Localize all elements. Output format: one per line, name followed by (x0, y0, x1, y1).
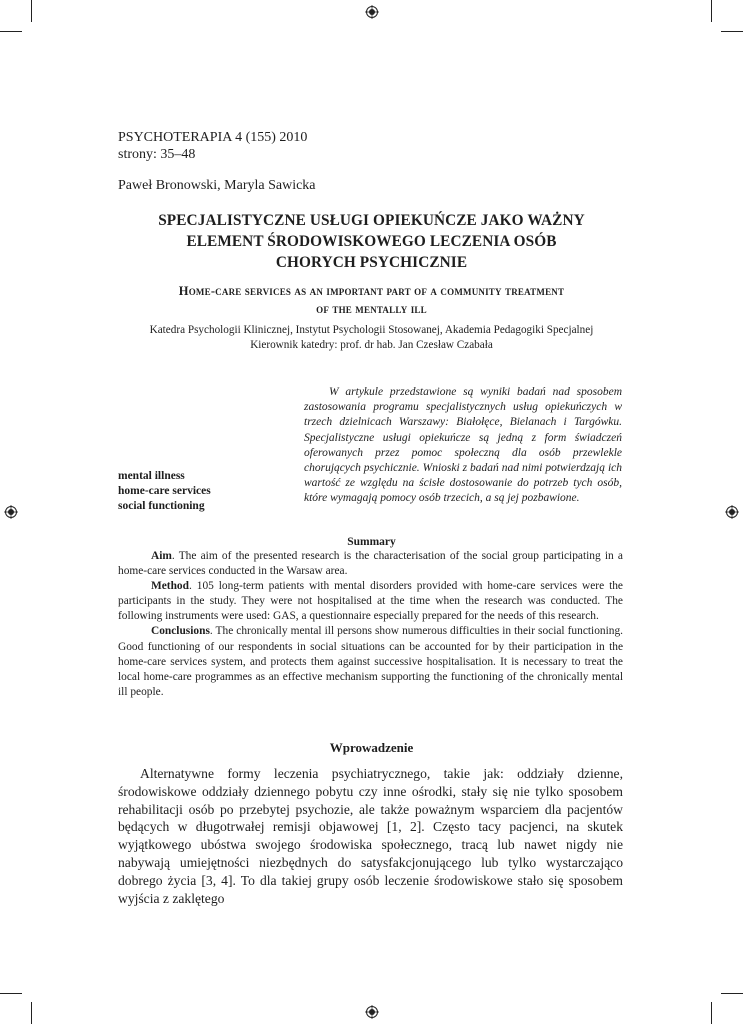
english-title-line: of the mentally ill (316, 302, 427, 316)
summary (118, 549, 623, 700)
summary-aim (118, 549, 623, 579)
keyword: home-care services (118, 485, 211, 498)
affiliation (110, 323, 633, 353)
article-title (110, 210, 633, 273)
crop-mark (721, 993, 743, 994)
crop-mark (0, 31, 22, 32)
conclusions-label: Conclusions (151, 625, 210, 638)
keyword: social functioning (118, 500, 205, 513)
registration-mark-icon (365, 1005, 379, 1019)
conclusions-text: . The chronically mental ill persons show numerous difficulties in their social functioning. Good functioning of our respondents in social situations can be accounted for by their participation in the home-care services system, and protects them against successive hospitalisation. It is necessary to treat the local home-care programmes as an effective mechanism supporting the functioning of the chronically mental ill people. (118, 625, 623, 698)
title-line: SPECJALISTYCZNE USŁUGI OPIEKUŃCZE JAKO WAŻNY (158, 212, 585, 229)
body-text (118, 765, 623, 907)
journal-name: PSYCHOTERAPIA 4 (155) 2010 (118, 130, 308, 145)
registration-mark-icon (4, 505, 18, 519)
crop-mark (711, 1002, 712, 1024)
title-line: ELEMENT ŚRODOWISKOWEGO LECZENIA OSÓB (186, 233, 557, 250)
summary-conclusions (118, 624, 623, 699)
crop-mark (31, 1002, 32, 1024)
registration-mark-icon (365, 5, 379, 19)
english-title (110, 282, 633, 318)
abstract-text: W artykule przedstawione są wyniki badań nad sposobem zastosowania programu specjalistycznych usług opiekuńczych w trzech dzielnicach Warszawy: Białołęce, Bielanach i Targówku. Specjalistyczne usługi opiekuńcze są jedną z form świadczeń oferowanych przez pomoc społeczną dla osób przewlekle chorujących psychicznie. Wnioski z badań nad nimi potwierdzają ich wartość ze względu na ścisłe dostosowanie do potrzeb tych osób, które wymagają pomocy osób trzecich, a są jej pozbawione. (304, 386, 622, 505)
affiliation-line: Katedra Psychologii Klinicznej, Instytut Psychologii Stosowanej, Akademia Pedagogiki Specjalnej (149, 324, 594, 336)
authors: Paweł Bronowski, Maryla Sawicka (118, 178, 316, 193)
keywords (118, 469, 211, 515)
journal-header (118, 129, 307, 163)
section-heading: Wprowadzenie (329, 740, 414, 755)
summary-method (118, 579, 623, 624)
page-range: strony: 35–48 (118, 147, 196, 162)
title-line: CHORYCH PSYCHICZNIE (275, 254, 468, 271)
method-text: . 105 long-term patients with mental disorders provided with home-care services were the participants in the study. They were not hospitalised at the time when the research was conducted. The following instruments were used: GAS, a questionnaire especially prepared for the needs of this research. (118, 580, 623, 623)
aim-label: Aim (151, 550, 172, 562)
crop-mark (31, 0, 32, 22)
crop-mark (711, 0, 712, 22)
crop-mark (721, 31, 743, 32)
registration-mark-icon (725, 505, 739, 519)
aim-text: . The aim of the presented research is the characterisation of the social group participating in a home-care services conducted in the Warsaw area. (118, 550, 623, 578)
keyword: mental illness (118, 470, 185, 482)
summary-heading: Summary (347, 536, 396, 548)
english-title-line: Home-care services as an important part of a community treatment (178, 284, 565, 298)
crop-mark (0, 993, 22, 994)
body-paragraph: Alternatywne formy leczenia psychiatrycznego, takie jak: oddziały dzienne, środowiskowe oddziały dziennego pobytu czy inne ośrodki, stały się nie tylko sposobem rehabilitacji osób po przebytej psychozie, ale także poważnym wsparciem dla pacjentów będących w długotrwałej remisji objawowej [1, 2]. Często tacy pacjenci, na skutek wyjątkowego ubóstwa swojego środowiska społecznego, tracą lub nawet nigdy nie nabywają umiejętności niezbędnych do satysfakcjonującego lub tylko wystarczająco dobrego życia [3, 4]. To dla takiej grupy osób leczenie środowiskowe stało się sposobem wyjścia z zaklętego (118, 766, 623, 906)
method-label: Method (151, 580, 189, 593)
affiliation-line: Kierownik katedry: prof. dr hab. Jan Czesław Czabała (250, 339, 493, 351)
abstract-pl (304, 385, 622, 507)
